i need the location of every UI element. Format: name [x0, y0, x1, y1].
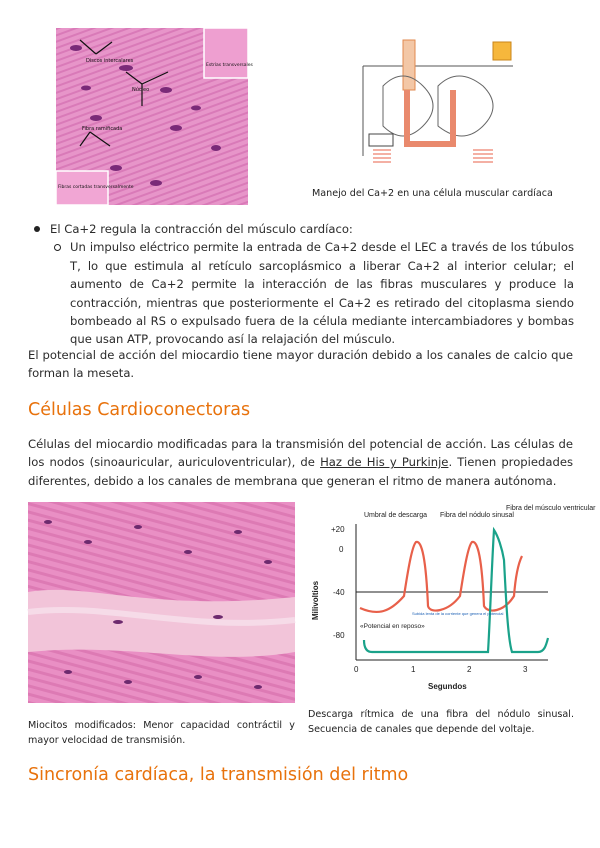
histology-bottom-svg	[28, 502, 295, 703]
label-nodulo: Fibra del nódulo sinusal	[440, 512, 514, 519]
histology-image-bottom	[28, 502, 295, 703]
calcium-handling-diagram	[343, 26, 526, 178]
heading-sincronia-cardiaca: Sincronía cardíaca, la transmisión del ritmo	[28, 765, 409, 785]
histology-label-discos: Discos intercalares	[86, 58, 134, 64]
paragraph-cardioconectoras	[28, 435, 573, 490]
ventricular-trace	[364, 530, 548, 652]
chart-ylabel: Milivoltios	[311, 580, 320, 620]
list-item	[50, 238, 574, 348]
sub-bullet-text: Un impulso eléctrico permite la entrada de Ca+2 desde el LEC a través de los túbulos T, lo que estimula al retículo sarcoplásmico a liberar Ca+2 al interior celular; el aumento de Ca+2 permite la interacción de las fibras musculares y produce la contracción, mientras que posteriormente el Ca+2 es retirado del citoplasma siendo bombeado al RS o expulsado fuera de la célula mediante intercambiadores y bombas que usan ATP, provocando así la relajación del músculo.	[70, 240, 574, 347]
y-tick-label: -80	[333, 631, 345, 640]
label-subida-lenta: Subida lenta de la corriente que genera el potencial	[412, 611, 504, 616]
action-potential-chart	[308, 500, 596, 695]
action-potential-svg	[308, 500, 596, 695]
paragraph-text-b: . Tienen propiedades diferentes, debido a los canales de membrana que generan el ritmo de manera autónoma.	[28, 455, 573, 488]
calcium-bullet-list	[28, 220, 574, 349]
x-tick-label: 3	[523, 665, 528, 674]
histology-label-fibras-cortadas: Fibras cortadas transversalmente	[58, 185, 134, 190]
calcium-diagram-svg	[343, 26, 526, 178]
histology-label-fibra: Fibra ramificada	[82, 126, 123, 132]
action-potential-caption: Descarga rítmica de una fibra del nódulo sinusal. Secuencia de canales que depende del voltaje.	[308, 709, 574, 735]
label-musculo: Fibra del músculo ventricular	[506, 505, 596, 512]
y-tick-label: 0	[339, 545, 344, 554]
nodal-trace	[360, 542, 522, 612]
chart-xlabel: Segundos	[428, 682, 467, 691]
histology-top-svg	[56, 28, 253, 205]
label-reposo: «Potencial en reposo»	[360, 623, 425, 630]
y-tick-label: +20	[331, 525, 345, 534]
y-tick-label: -40	[333, 588, 345, 597]
histology-label-nucleo: Núcleo	[132, 87, 150, 93]
paragraph-text-a: Células del miocardio modificadas para la transmisión del potencial de acción. Las células de los nodos (sinoauricular, auriculoventricular), de	[28, 437, 573, 470]
histology-image-top	[56, 28, 253, 205]
link-haz-his-purkinje[interactable]: Haz de His y Purkinje	[320, 455, 449, 470]
heading-celulas-cardioconectoras: Células Cardioconectoras	[28, 400, 251, 420]
x-tick-label: 1	[411, 665, 416, 674]
histology-bottom-caption: Miocitos modificados: Menor capacidad contráctil y mayor velocidad de transmisión.	[28, 720, 295, 746]
bullet-text: El Ca+2 regula la contracción del músculo cardíaco:	[50, 222, 353, 236]
x-tick-label: 2	[467, 665, 472, 674]
calcium-diagram-caption: Manejo del Ca+2 en una célula muscular cardíaca	[312, 188, 553, 199]
x-tick-label: 0	[354, 665, 359, 674]
list-item	[28, 220, 574, 349]
paragraph-action-potential: El potencial de acción del miocardio tiene mayor duración debido a los canales de calcio que forman la meseta.	[28, 348, 573, 381]
label-umbral: Umbral de descarga	[364, 512, 428, 519]
sub-list	[50, 238, 574, 348]
histology-label-estrias: Estrías transversales	[206, 63, 253, 68]
